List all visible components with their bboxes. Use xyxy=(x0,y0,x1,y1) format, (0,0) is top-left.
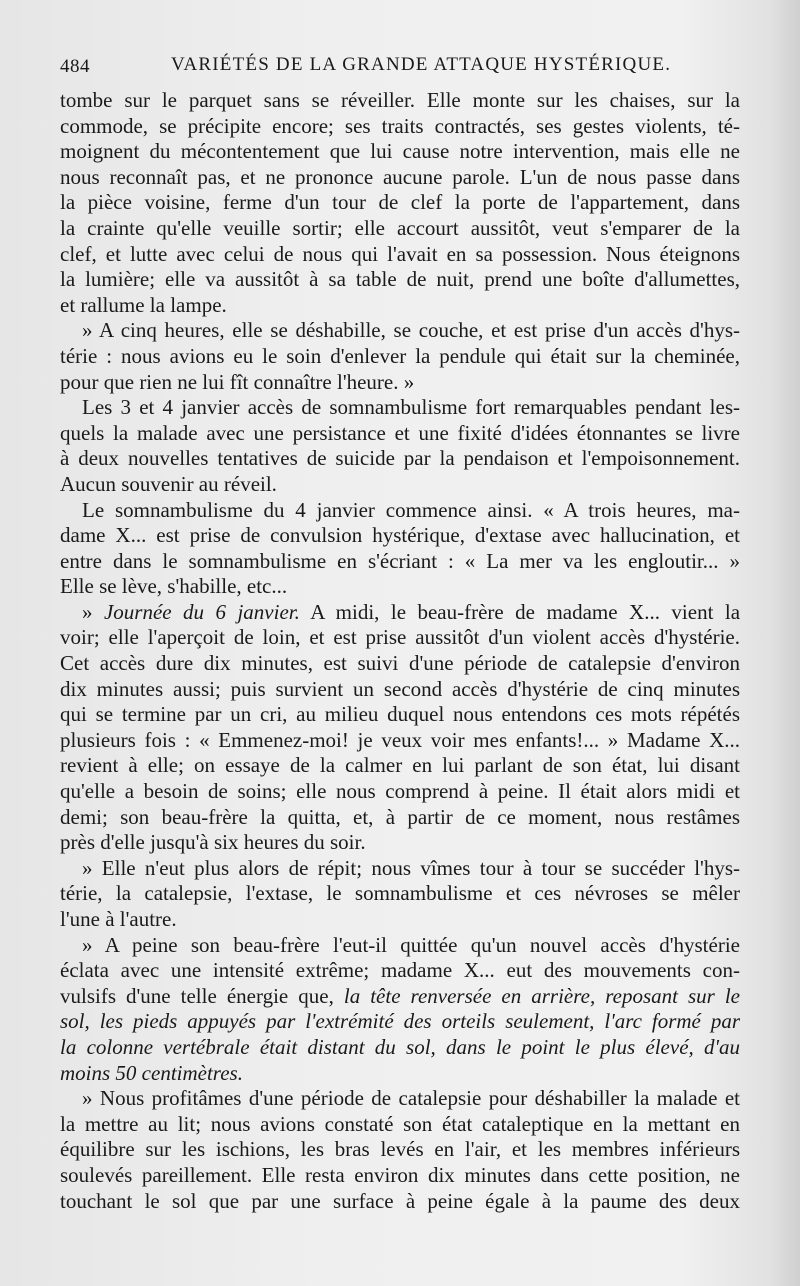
text-line: la pièce voisine, ferme d'un tour de clef la porte de l'appartement, dans xyxy=(60,190,740,215)
text-line: demi; son beau-frère la quitta, et, à partir de ce moment, nous restâmes xyxy=(60,804,740,829)
text-line: moignent du mécontentement que lui cause notre intervention, mais elle ne xyxy=(60,139,740,164)
text-span: vulsifs d'une telle énergie que, xyxy=(60,983,334,1008)
italic-span: sol, les pieds appuyés par l'extrémité des orteils seulement, l'arc formé par xyxy=(60,1009,740,1034)
text-line: équilibre sur les ischions, les bras levés en l'air, et les membres inférieurs xyxy=(60,1137,740,1162)
text-line: qui se termine par un cri, au milieu duquel nous entendons ces mots répétés xyxy=(60,702,740,727)
text-line: » A cinq heures, elle se déshabille, se couche, et est prise d'un accès d'hys- xyxy=(82,318,740,343)
text-line: plusieurs fois : « Emmenez-moi! je veux voir mes enfants!... » Madame X... xyxy=(60,727,740,752)
text-line: dix minutes aussi; puis survient un second accès d'hystérie de cinq minutes xyxy=(60,676,740,701)
text-line xyxy=(60,1009,740,1035)
text-line: qu'elle a besoin de soins; elle nous comprend à peine. Il était alors midi et xyxy=(60,779,740,804)
text-line: » Nous profitâmes d'une période de catalepsie pour déshabiller la malade et xyxy=(82,1086,740,1111)
text-line xyxy=(60,1061,740,1087)
text-line: Cet accès dure dix minutes, est suivi d'une période de catalepsie d'environ xyxy=(60,651,740,676)
text-line: près d'elle jusqu'à six heures du soir. xyxy=(60,830,366,855)
quote-mark: » xyxy=(82,599,93,624)
text-line: la lumière; elle va aussitôt à sa table de nuit, prend une boîte d'allumettes, xyxy=(60,267,740,292)
italic-span: moins 50 centimètres. xyxy=(60,1060,243,1085)
page-number: 484 xyxy=(60,56,90,77)
text-line: la mettre au lit; nous avions constaté son état cataleptique en la mettant en xyxy=(60,1111,740,1136)
text-line: » Elle n'eut plus alors de répit; nous vîmes tour à tour se succéder l'hys- xyxy=(82,855,740,880)
text-line: et rallume la lampe. xyxy=(60,292,227,317)
text-line: éclata avec une intensité extrême; madame X... eut des mouvements con- xyxy=(60,958,740,983)
italic-span: la tête renversée en arrière, reposant sur le xyxy=(343,983,740,1008)
text-line xyxy=(60,1035,740,1061)
italic-date: Journée du 6 janvier. xyxy=(103,599,300,624)
text-line: la crainte qu'elle veuille sortir; elle accourt aussitôt, veut s'emparer de la xyxy=(60,215,740,240)
text-line: dame X... est prise de convulsion hystérique, d'extase avec hallucination, et xyxy=(60,523,740,548)
text-line: quels la malade avec une persistance et une fixité d'idées étonnantes se livre xyxy=(60,420,740,445)
text-line: à deux nouvelles tentatives de suicide par la pendaison et l'empoisonnement. xyxy=(60,446,740,471)
text-line: térie, la catalepsie, l'extase, le somnambulisme et ces névroses se mêler xyxy=(60,881,740,906)
text-line: touchant le sol que par une surface à peine égale à la paume des deux xyxy=(60,1188,740,1213)
text-line: térie : nous avions eu le soin d'enlever la pendule qui était sur la cheminée, xyxy=(60,343,740,368)
text-line: soulevés pareillement. Elle resta environ dix minutes dans cette position, ne xyxy=(60,1162,740,1187)
text-line: Aucun souvenir au réveil. xyxy=(60,471,277,496)
text-line: » A peine son beau-frère l'eut-il quittée qu'un nouvel accès d'hystérie xyxy=(82,932,740,957)
text-line: Elle se lève, s'habille, etc... xyxy=(60,574,288,599)
text-line: entre dans le somnambulisme en s'écriant : « La mer va les engloutir... » xyxy=(60,548,740,573)
text-line: nous reconnaît pas, et ne prononce aucune parole. L'un de nous passe dans xyxy=(60,164,740,189)
text-line: Les 3 et 4 janvier accès de somnambulisme fort remarquables pendant les- xyxy=(82,395,740,420)
text-line: tombe sur le parquet sans se réveiller. Elle monte sur les chaises, sur la xyxy=(60,88,740,112)
page-header xyxy=(60,52,740,82)
text-line: commode, se précipite encore; ses traits contractés, ses gestes violents, té- xyxy=(60,113,740,138)
text-line: clef, et lutte avec celui de nous qui l'avait en sa possession. Nous éteignons xyxy=(60,241,740,266)
text-span: A midi, le beau-frère de madame X... vient la xyxy=(310,599,740,624)
body-text xyxy=(60,88,740,1214)
page-gutter-shadow xyxy=(770,0,800,1286)
text-line: voir; elle l'aperçoit de loin, et est prise aussitôt d'un violent accès d'hystérie. xyxy=(60,625,740,650)
text-line: pour que rien ne lui fît connaître l'heure. » xyxy=(60,369,415,394)
text-line-with-date xyxy=(60,600,740,626)
text-line-mixed xyxy=(60,984,740,1010)
text-line: Le somnambulisme du 4 janvier commence ainsi. « A trois heures, ma- xyxy=(82,497,740,522)
text-line: l'une à l'autre. xyxy=(60,907,177,931)
text-line: revient à elle; on essaye de la calmer en lui parlant de son état, lui disant xyxy=(60,753,740,778)
running-title: VARIÉTÉS DE LA GRANDE ATTAQUE HYSTÉRIQUE. xyxy=(171,54,672,75)
italic-span: la colonne vertébrale était distant du sol, dans le point le plus élevé, d'au xyxy=(60,1034,740,1059)
